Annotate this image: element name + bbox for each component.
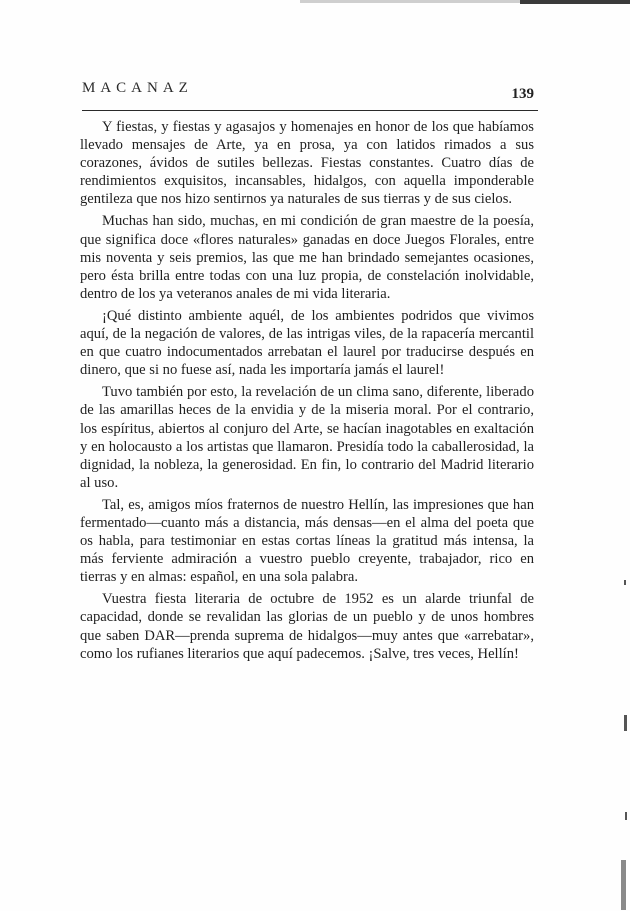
paragraph: Y fiestas, y fiestas y agasajos y homenajes en honor de los que habíamos llevado mensajes de Arte, ya en prosa, ya con latidos rimados a sus corazones, ávidos de sutiles bellezas. Fiestas constantes. Cuatro días de rendimientos exquisitos, incansables, hidalgos, con aquella imponderable gentileza que nos hizo sentirnos ya naturales de sus tierras y de sus cielos. (80, 119, 534, 208)
scan-artifact (625, 812, 627, 820)
scan-artifact (624, 715, 627, 731)
body-text (80, 118, 534, 663)
paragraph: Vuestra fiesta literaria de octubre de 1952 es un alarde triunfal de capacidad, donde se revalidan las glorias de un pueblo y de unos hombres que saben DAR—prenda suprema de hidalgos—muy antes que «arrebatar», como los rufianes literarios que aquí padecemos. ¡Salve, tres veces, Hellín! (80, 591, 534, 662)
scan-edge-shadow (520, 0, 630, 4)
page-number: 139 (511, 86, 534, 102)
scan-artifact (624, 580, 626, 585)
paragraph: Tuvo también por esto, la revelación de un clima sano, diferente, liberado de las amarillas heces de la envidia y de la miseria moral. Por el contrario, los espíritus, abiertos al conjuro del Arte, se hacían inagotables en exaltación y en holocausto a los artistas que llamaron. Presidía todo la caballerosidad, la dignidad, la nobleza, la generosidad. En fin, lo contrario del Madrid literario al uso. (80, 384, 534, 491)
running-title: MACANAZ (82, 80, 193, 96)
paragraph: Muchas han sido, muchas, en mi condición de gran maestre de la poesía, que significa doce «flores naturales» ganadas en doce Juegos Florales, entre mis noventa y seis premios, las que me han brindado semejantes ocasiones, pero ésta brilla entre todas con una luz propia, de constelación inolvidable, dentro de los ya veteranos anales de mi vida literaria. (80, 213, 534, 302)
paragraph: ¡Qué distinto ambiente aquél, de los ambientes podridos que vivimos aquí, de la negación de valores, de las intrigas viles, de la rapacería mercantil en que cuatro indocumentados arrebatan el laurel por traducirse después en dinero, que si no fuese así, nada les importaría jamás el laurel! (80, 307, 534, 379)
paragraph: Tal, es, amigos míos fraternos de nuestro Hellín, las impresiones que han fermentado—cuanto más a distancia, más densas—en el alma del poeta que os habla, para testimoniar en estas cortas líneas la gratitud más intensa, la más ferviente admiración a vuestro pueblo creyente, trabajador, rico en tierras y en almas: español, en una sola palabra. (80, 496, 534, 586)
scan-artifact (621, 860, 626, 910)
running-header (82, 80, 538, 111)
